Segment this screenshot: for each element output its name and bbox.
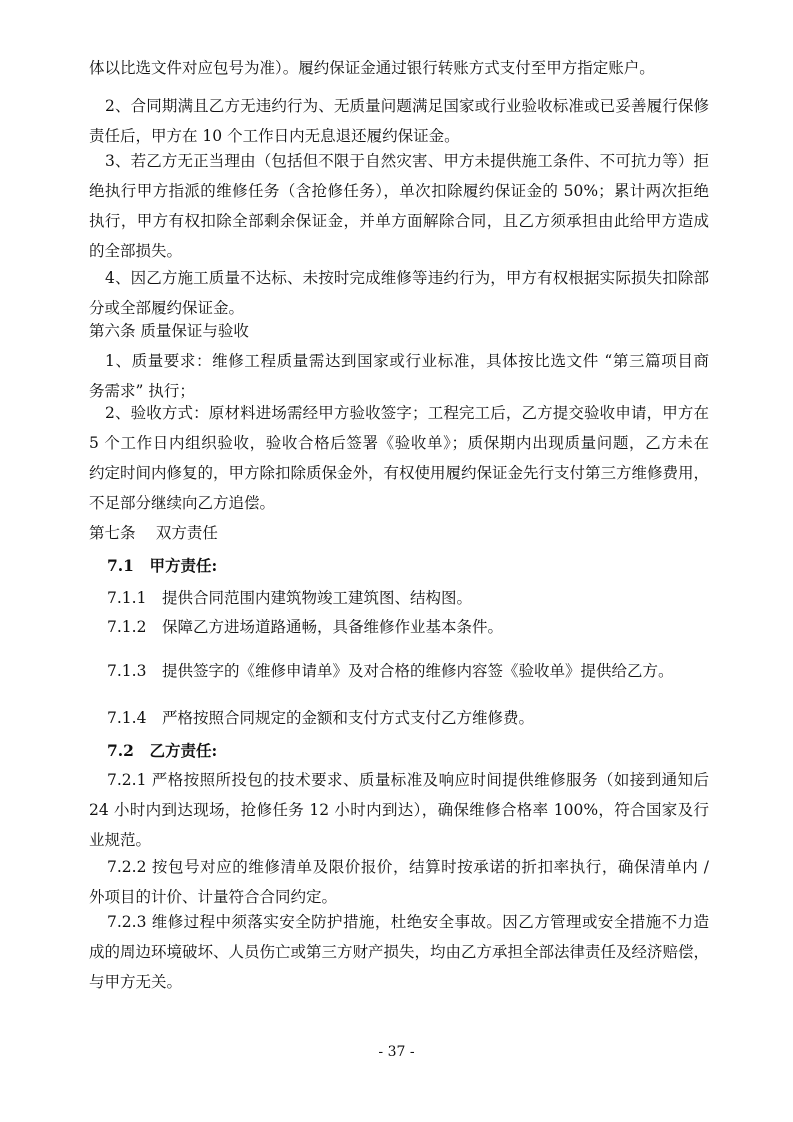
- paragraph-bond-deduction-refusal: [89, 146, 709, 266]
- item-7-1-4: [107, 703, 727, 733]
- text-line: 绝执行甲方指派的维修任务（含抢修任务），单次扣除履约保证金的 50%；累计两次拒绝: [89, 182, 709, 200]
- text-line: 执行，甲方有权扣除全部剩余保证金，并单方面解除合同，且乙方须承担由此给甲方造成: [89, 212, 709, 230]
- subsection-heading: 7.2 乙方责任:: [107, 741, 218, 760]
- text-line: 成的周边环境破坏、人员伤亡或第三方财产损失，均由乙方承担全部法律责任及经济赔偿，: [89, 943, 709, 961]
- text-line: 外项目的计价、计量符合合同约定。: [89, 888, 338, 906]
- text-line: 分或全部履约保证金。: [89, 299, 245, 317]
- text-line: 约定时间内修复的，甲方除扣除质保金外，有权使用履约保证金先行支付第三方维修费用，: [89, 464, 709, 482]
- section-heading: 第六条 质量保证与验收: [89, 322, 249, 340]
- section-heading: 第七条 双方责任: [89, 524, 218, 542]
- text-line: 7.2.2 按包号对应的维修清单及限价报价，结算时按承诺的折扣率执行，确保清单内 /: [107, 858, 709, 876]
- paragraph-acceptance-method: [89, 398, 709, 518]
- section-7-1-heading: [107, 551, 727, 581]
- item-7-1-2: [107, 612, 727, 642]
- text-line: 2、合同期满且乙方无违约行为、无质量问题满足国家或行业验收标准或已妥善履行保修: [105, 97, 709, 115]
- paragraph-performance-bond-payment: [89, 53, 709, 83]
- text-line: 与甲方无关。: [89, 973, 183, 991]
- text-line: 2、验收方式：原材料进场需经甲方验收签字；工程完工后，乙方提交验收申请，甲方在: [105, 404, 709, 422]
- subsection-heading: 7.1 甲方责任:: [107, 556, 218, 575]
- text-line: 5 个工作日内组织验收，验收合格后签署《验收单》；质保期内出现质量问题，乙方未在: [89, 434, 709, 452]
- text-line: 责任后，甲方在 10 个工作日内无息退还履约保证金。: [89, 127, 460, 145]
- text-line: 24 小时内到达现场，抢修任务 12 小时内到达），确保维修合格率 100%，符合国家及行: [89, 801, 709, 819]
- text-line: 3、若乙方无正当理由（包括但不限于自然灾害、甲方未提供施工条件、不可抗力等）拒: [105, 152, 709, 170]
- text-line: 的全部损失。: [89, 242, 183, 260]
- text-line: 4、因乙方施工质量不达标、未按时完成维修等违约行为，甲方有权根据实际损失扣除部: [105, 269, 709, 287]
- text-line: 业规范。: [89, 831, 152, 849]
- text-line: 7.1.1 提供合同范围内建筑物竣工建筑图、结构图。: [107, 589, 472, 607]
- paragraph-bond-deduction-quality: [89, 263, 709, 323]
- item-7-2-3: [89, 907, 709, 997]
- item-7-1-1: [107, 583, 727, 613]
- item-7-1-3: [107, 656, 727, 686]
- text-line: 7.1.4 严格按照合同规定的金额和支付方式支付乙方维修费。: [107, 709, 534, 727]
- text-line: 7.1.2 保障乙方进场道路通畅，具备维修作业基本条件。: [107, 618, 503, 636]
- text-line: 不足部分继续向乙方追偿。: [89, 494, 276, 512]
- paragraph-bond-refund: [89, 91, 709, 151]
- text-line: 7.2.3 维修过程中须落实安全防护措施，杜绝安全事故。因乙方管理或安全措施不力造: [107, 913, 709, 931]
- section-7-2-heading: [107, 736, 727, 766]
- text-line: 7.2.1 严格按照所投包的技术要求、质量标准及响应时间提供维修服务（如接到通知后: [107, 771, 709, 789]
- page-number: - 37 -: [378, 1044, 415, 1060]
- article-6-title: [89, 316, 709, 346]
- text-line: 务需求” 执行；: [89, 382, 195, 400]
- item-7-2-1: [89, 765, 709, 855]
- item-7-2-2: [89, 852, 709, 912]
- text-line: 1、质量要求：维修工程质量需达到国家或行业标准，具体按比选文件 “第三篇项目商: [105, 352, 709, 370]
- article-7-title: [89, 518, 709, 548]
- paragraph-quality-requirement: [89, 346, 709, 406]
- text-line: 体以比选文件对应包号为准）。履约保证金通过银行转账方式支付至甲方指定账户。: [89, 59, 655, 77]
- text-line: 7.1.3 提供签字的《维修申请单》及对合格的维修内容签《验收单》提供给乙方。: [107, 662, 674, 680]
